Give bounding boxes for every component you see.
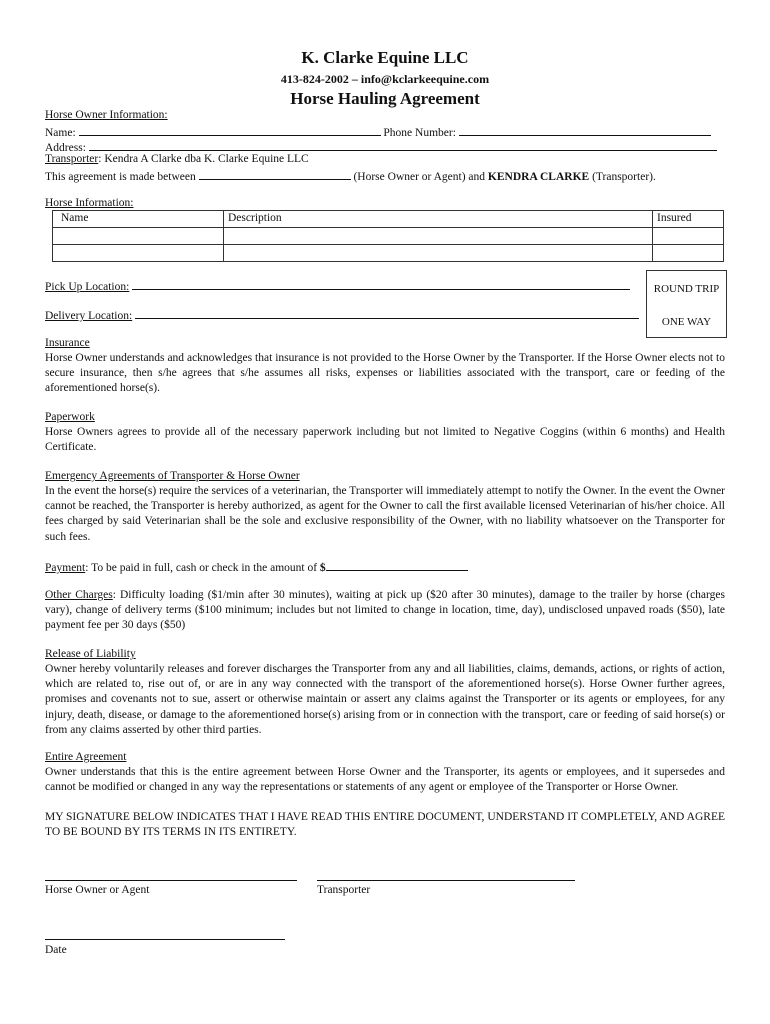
payment-text: : To be paid in full, cash or check in the amount of (85, 562, 318, 574)
name-field[interactable] (79, 124, 381, 136)
one-way-option[interactable]: ONE WAY (661, 316, 712, 328)
document-title: Horse Hauling Agreement (290, 89, 480, 108)
pickup-label: Pick Up Location: (45, 281, 130, 293)
phone-field[interactable] (459, 124, 711, 136)
phone-label: Phone Number: (383, 127, 456, 139)
transporter-label: Transporter (45, 153, 99, 165)
delivery-row (45, 307, 639, 322)
transporter-row (45, 153, 309, 165)
insurance-text: Horse Owner understands and acknowledges that insurance is not provided to the Horse Owner by the Transporter. If the Horse Owner elects not to secure insurance, then s/he agrees that s/he assumes all risks, expenses or liabilities associated with the transport, care or feeding of the aforementioned horse(s). (45, 352, 725, 395)
agreement-parties (45, 168, 656, 183)
other-charges-text: : Difficulty loading ($1/min after 30 minutes), waiting at pick up ($20 after 30 minutes), damage to the trailer by horse (charges vary), change of delivery terms ($100 minimum; includes but not limited to change in location, time, day), undisclosed unpaved roads ($50), late payment fee per 30 days ($50) (45, 589, 725, 632)
company-contact: 413-824-2002 – info@kclarkeequine.com (280, 72, 490, 86)
owner-signature-line[interactable] (45, 880, 297, 881)
col-insured: Insured (653, 211, 724, 228)
transporter-signature-line[interactable] (317, 880, 575, 881)
entire-agreement-heading: Entire Agreement (45, 751, 127, 763)
transporter-bold-name: KENDRA CLARKE (487, 171, 590, 183)
date-label: Date (45, 944, 67, 956)
other-charges (45, 588, 725, 634)
signature-statement: MY SIGNATURE BELOW INDICATES THAT I HAVE READ THIS ENTIRE DOCUMENT, UNDERSTAND IT COMPLETELY, AND AGREE TO BE BOUND BY ITS TERMS IN ITS ENTIRETY. (45, 811, 725, 839)
entire-agreement-text: Owner understands that this is the entire agreement between Horse Owner and the Transporter, its agents or employees, and it supersedes and cannot be modified or changed in any way the representations or statements of any agent or employee of the Transporter or Horse Owner. (45, 766, 725, 794)
col-name: Name (53, 211, 224, 228)
horse-description-cell[interactable] (224, 245, 653, 262)
payment-dollar: $ (319, 562, 326, 574)
pickup-row (45, 278, 630, 293)
owner-agent-field[interactable] (199, 168, 351, 180)
horse-info-table (52, 210, 724, 262)
paperwork-heading: Paperwork (45, 411, 95, 423)
address-label: Address: (45, 142, 86, 154)
payment-row (45, 559, 468, 574)
release-text: Owner hereby voluntarily releases and forever discharges the Transporter from any and all liabilities, claims, demands, actions, or rights of action, which are related to, rise out of, or are in any way connected with the transport of the aforementioned horse(s). Horse Owner further agrees, promises and covenants not to sue, assert or otherwise maintain or assert any claims against the Transporter or its agents or employees, for any injury, death, disease, or damage to the aforementioned horse(s) arising from or in connection with the transport, care or feeding of said horse(s) or from any claims asserted by other third parties. (45, 663, 725, 736)
paperwork-text: Horse Owners agrees to provide all of the necessary paperwork including but not limited to Negative Coggins (within 6 months) and Health Certificate. (45, 426, 725, 454)
address-row (45, 139, 717, 154)
date-line[interactable] (45, 939, 285, 940)
agreement-middle: (Horse Owner or Agent) and (353, 171, 486, 183)
company-name: K. Clarke Equine LLC (301, 48, 469, 67)
transporter-value: : Kendra A Clarke dba K. Clarke Equine LLC (98, 153, 309, 165)
transporter-signature-label: Transporter (317, 884, 371, 896)
other-charges-heading: Other Charges (45, 589, 113, 601)
delivery-label: Delivery Location: (45, 310, 133, 322)
payment-amount-field[interactable] (326, 559, 468, 571)
owner-signature-label: Horse Owner or Agent (45, 884, 150, 896)
release-heading: Release of Liability (45, 648, 136, 660)
payment-heading: Payment (45, 562, 86, 574)
horse-description-cell[interactable] (224, 228, 653, 245)
delivery-field[interactable] (135, 307, 639, 319)
address-field[interactable] (89, 139, 717, 151)
pickup-field[interactable] (132, 278, 630, 290)
table-row (53, 245, 724, 262)
name-label: Name: (45, 127, 76, 139)
table-header-row (53, 211, 724, 228)
owner-info-heading: Horse Owner Information: (45, 109, 168, 121)
emergency-heading: Emergency Agreements of Transporter & Horse Owner (45, 470, 300, 482)
horse-name-cell[interactable] (53, 228, 224, 245)
horse-info-heading: Horse Information: (45, 197, 134, 209)
insurance-heading: Insurance (45, 337, 90, 349)
round-trip-option[interactable]: ROUND TRIP (653, 283, 720, 295)
horse-insured-cell[interactable] (653, 228, 724, 245)
emergency-text: In the event the horse(s) require the services of a veterinarian, the Transporter will immediately attempt to notify the Owner. In the event the Owner cannot be reached, the Transporter is hereby authorized, as agent for the Owner to call the first available licensed Veterinarian of his/her choice. All fees charged by said Veterinarian shall be the sole and exclusive responsibility of the Owner, with no liability whatsoever on the Transporter for such fees. (45, 485, 725, 543)
name-row (45, 124, 711, 139)
table-row (53, 228, 724, 245)
horse-insured-cell[interactable] (653, 245, 724, 262)
horse-name-cell[interactable] (53, 245, 224, 262)
col-description: Description (224, 211, 653, 228)
agreement-suffix: (Transporter). (592, 171, 656, 183)
agreement-prefix: This agreement is made between (45, 171, 196, 183)
trip-type-box (646, 270, 727, 338)
